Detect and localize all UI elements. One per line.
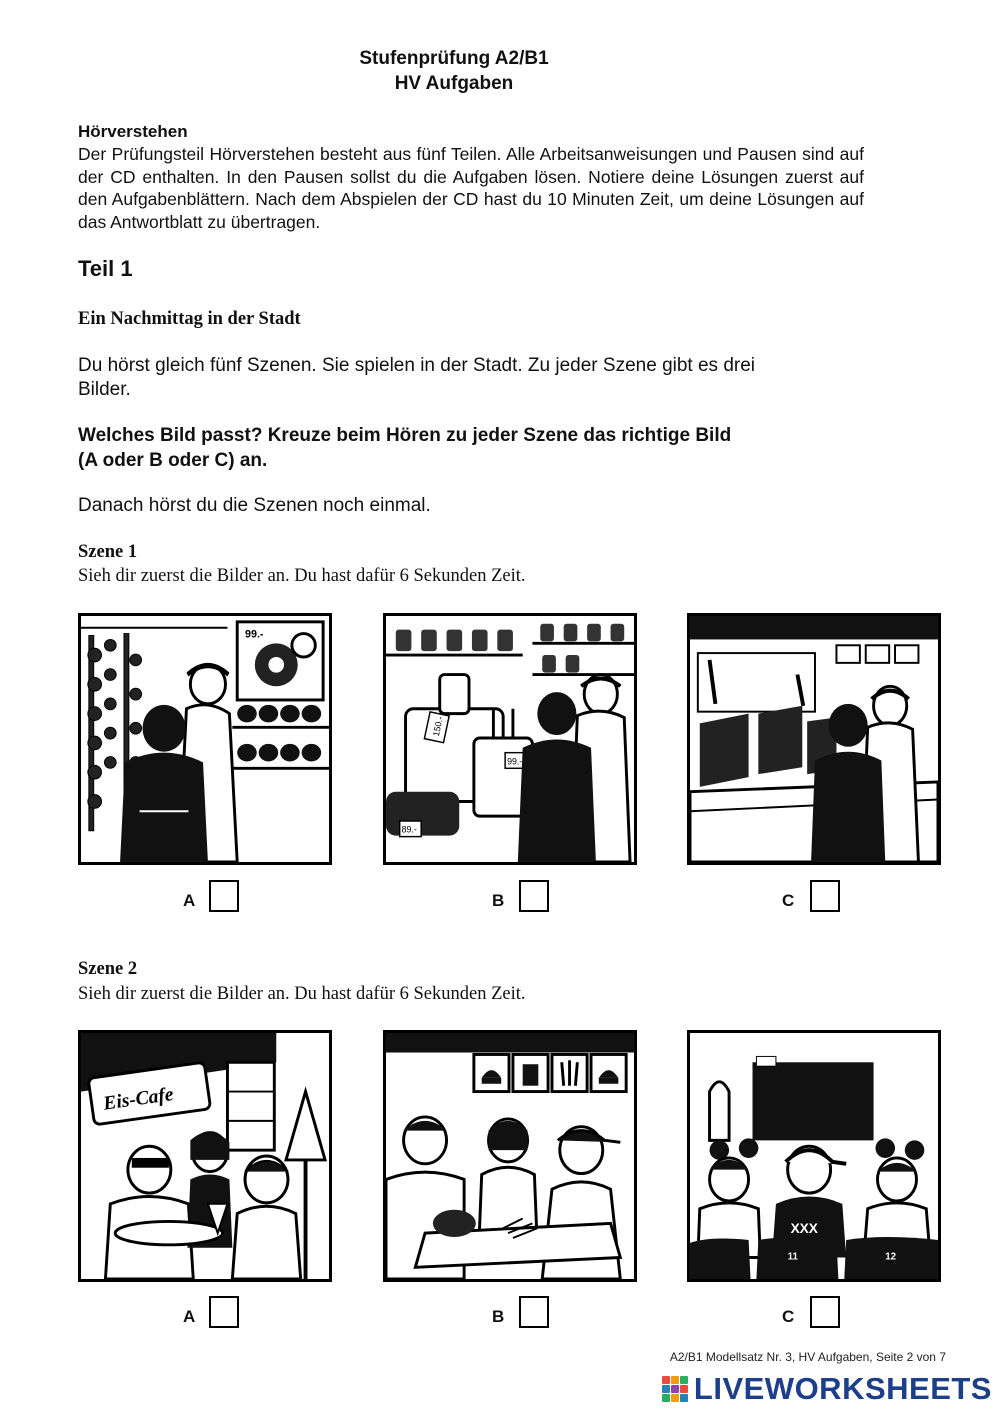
luggage-shop-drawing: [386, 616, 634, 862]
page-footer: A2/B1 Modellsatz Nr. 3, HV Aufgaben, Seite 2 von 7: [669, 1350, 946, 1364]
instruction-line2: (A oder B oder C) an.: [78, 450, 268, 471]
scene-2-option-c-letter: C: [782, 1307, 795, 1326]
luggage-tag-3: 89.-: [401, 824, 417, 835]
intro-heading: Hörverstehen: [78, 122, 188, 141]
instruction-after: Danach hörst du die Szenen noch einmal.: [78, 495, 431, 516]
scene-1-picture-b: [383, 613, 637, 865]
scene-2-picture-c: [687, 1030, 941, 1282]
seat-number-12: 12: [885, 1251, 897, 1263]
scene-2-prompt: Sieh dir zuerst die Bilder an. Du hast dafür 6 Sekunden Zeit.: [78, 984, 526, 1004]
scene-2-option-b-letter: B: [492, 1307, 505, 1326]
liveworksheets-logo: [662, 1372, 992, 1406]
teil-subtitle: Ein Nachmittag in der Stadt: [78, 309, 301, 329]
liveworksheets-wordmark: LIVEWORKSHEETS: [693, 1371, 992, 1406]
page-title: Stufenprüfung A2/B1: [359, 48, 549, 69]
teil-heading: Teil 1: [78, 256, 133, 281]
teil-desc-line2: Bilder.: [78, 379, 131, 400]
fast-food-drawing: [386, 1033, 634, 1279]
scene-1-option-c-letter: C: [782, 891, 795, 910]
cafe-sign: Eis-Cafe: [102, 1084, 175, 1115]
cinema-drawing: [690, 1033, 938, 1279]
luggage-tag-2: 99.-: [507, 756, 523, 767]
scene-2-option-c-checkbox[interactable]: [810, 1296, 840, 1328]
page-subtitle: HV Aufgaben: [394, 73, 514, 94]
shirt-text: XXX: [790, 1221, 818, 1237]
scene-1-option-a-checkbox[interactable]: [209, 880, 239, 912]
intro-text: Der Prüfungsteil Hörverstehen besteht aus fünf Teilen. Alle Arbeitsanweisungen und Pausen sind auf der CD enthalten. In den Pausen sollst du die Aufgaben lösen. Notiere deine Lösungen zuerst auf den Aufgabenblättern. Nach dem Abspielen der CD hast du 10 Minuten Zeit, um deine Lösungen auf das Antwortblatt zu übertragen.: [78, 144, 864, 232]
seat-number-11: 11: [787, 1251, 798, 1263]
luggage-tag-1: 150.-: [430, 715, 445, 738]
liveworksheets-mark-icon: [662, 1376, 688, 1402]
scene-1-picture-c: [687, 613, 941, 865]
scene-1-option-b-checkbox[interactable]: [519, 880, 549, 912]
scene-2-title: Szene 2: [78, 959, 138, 979]
teil-desc-line1: Du hörst gleich fünf Szenen. Sie spielen in der Stadt. Zu jeder Szene gibt es drei: [78, 355, 756, 376]
computer-shop-drawing: [690, 616, 938, 862]
scene-2-option-a-letter: A: [183, 1307, 196, 1326]
scene-2-option-a-checkbox[interactable]: [209, 1296, 239, 1328]
instruction-line1: Welches Bild passt? Kreuze beim Hören zu jeder Szene das richtige Bild: [78, 425, 732, 446]
scene-1-option-c-checkbox[interactable]: [810, 880, 840, 912]
scene-1-option-a-letter: A: [183, 891, 196, 910]
scene-1-picture-a: [78, 613, 332, 865]
sports-shop-drawing: [81, 616, 329, 862]
scene-2-picture-b: [383, 1030, 637, 1282]
scene-1-prompt: Sieh dir zuerst die Bilder an. Du hast dafür 6 Sekunden Zeit.: [78, 566, 526, 586]
scene-1-option-b-letter: B: [492, 891, 505, 910]
scene-2-option-b-checkbox[interactable]: [519, 1296, 549, 1328]
sports-price-tag: 99.-: [245, 628, 264, 641]
scene-2-picture-a: [78, 1030, 332, 1282]
ice-cafe-drawing: [81, 1033, 329, 1279]
scene-1-title: Szene 1: [78, 542, 138, 562]
